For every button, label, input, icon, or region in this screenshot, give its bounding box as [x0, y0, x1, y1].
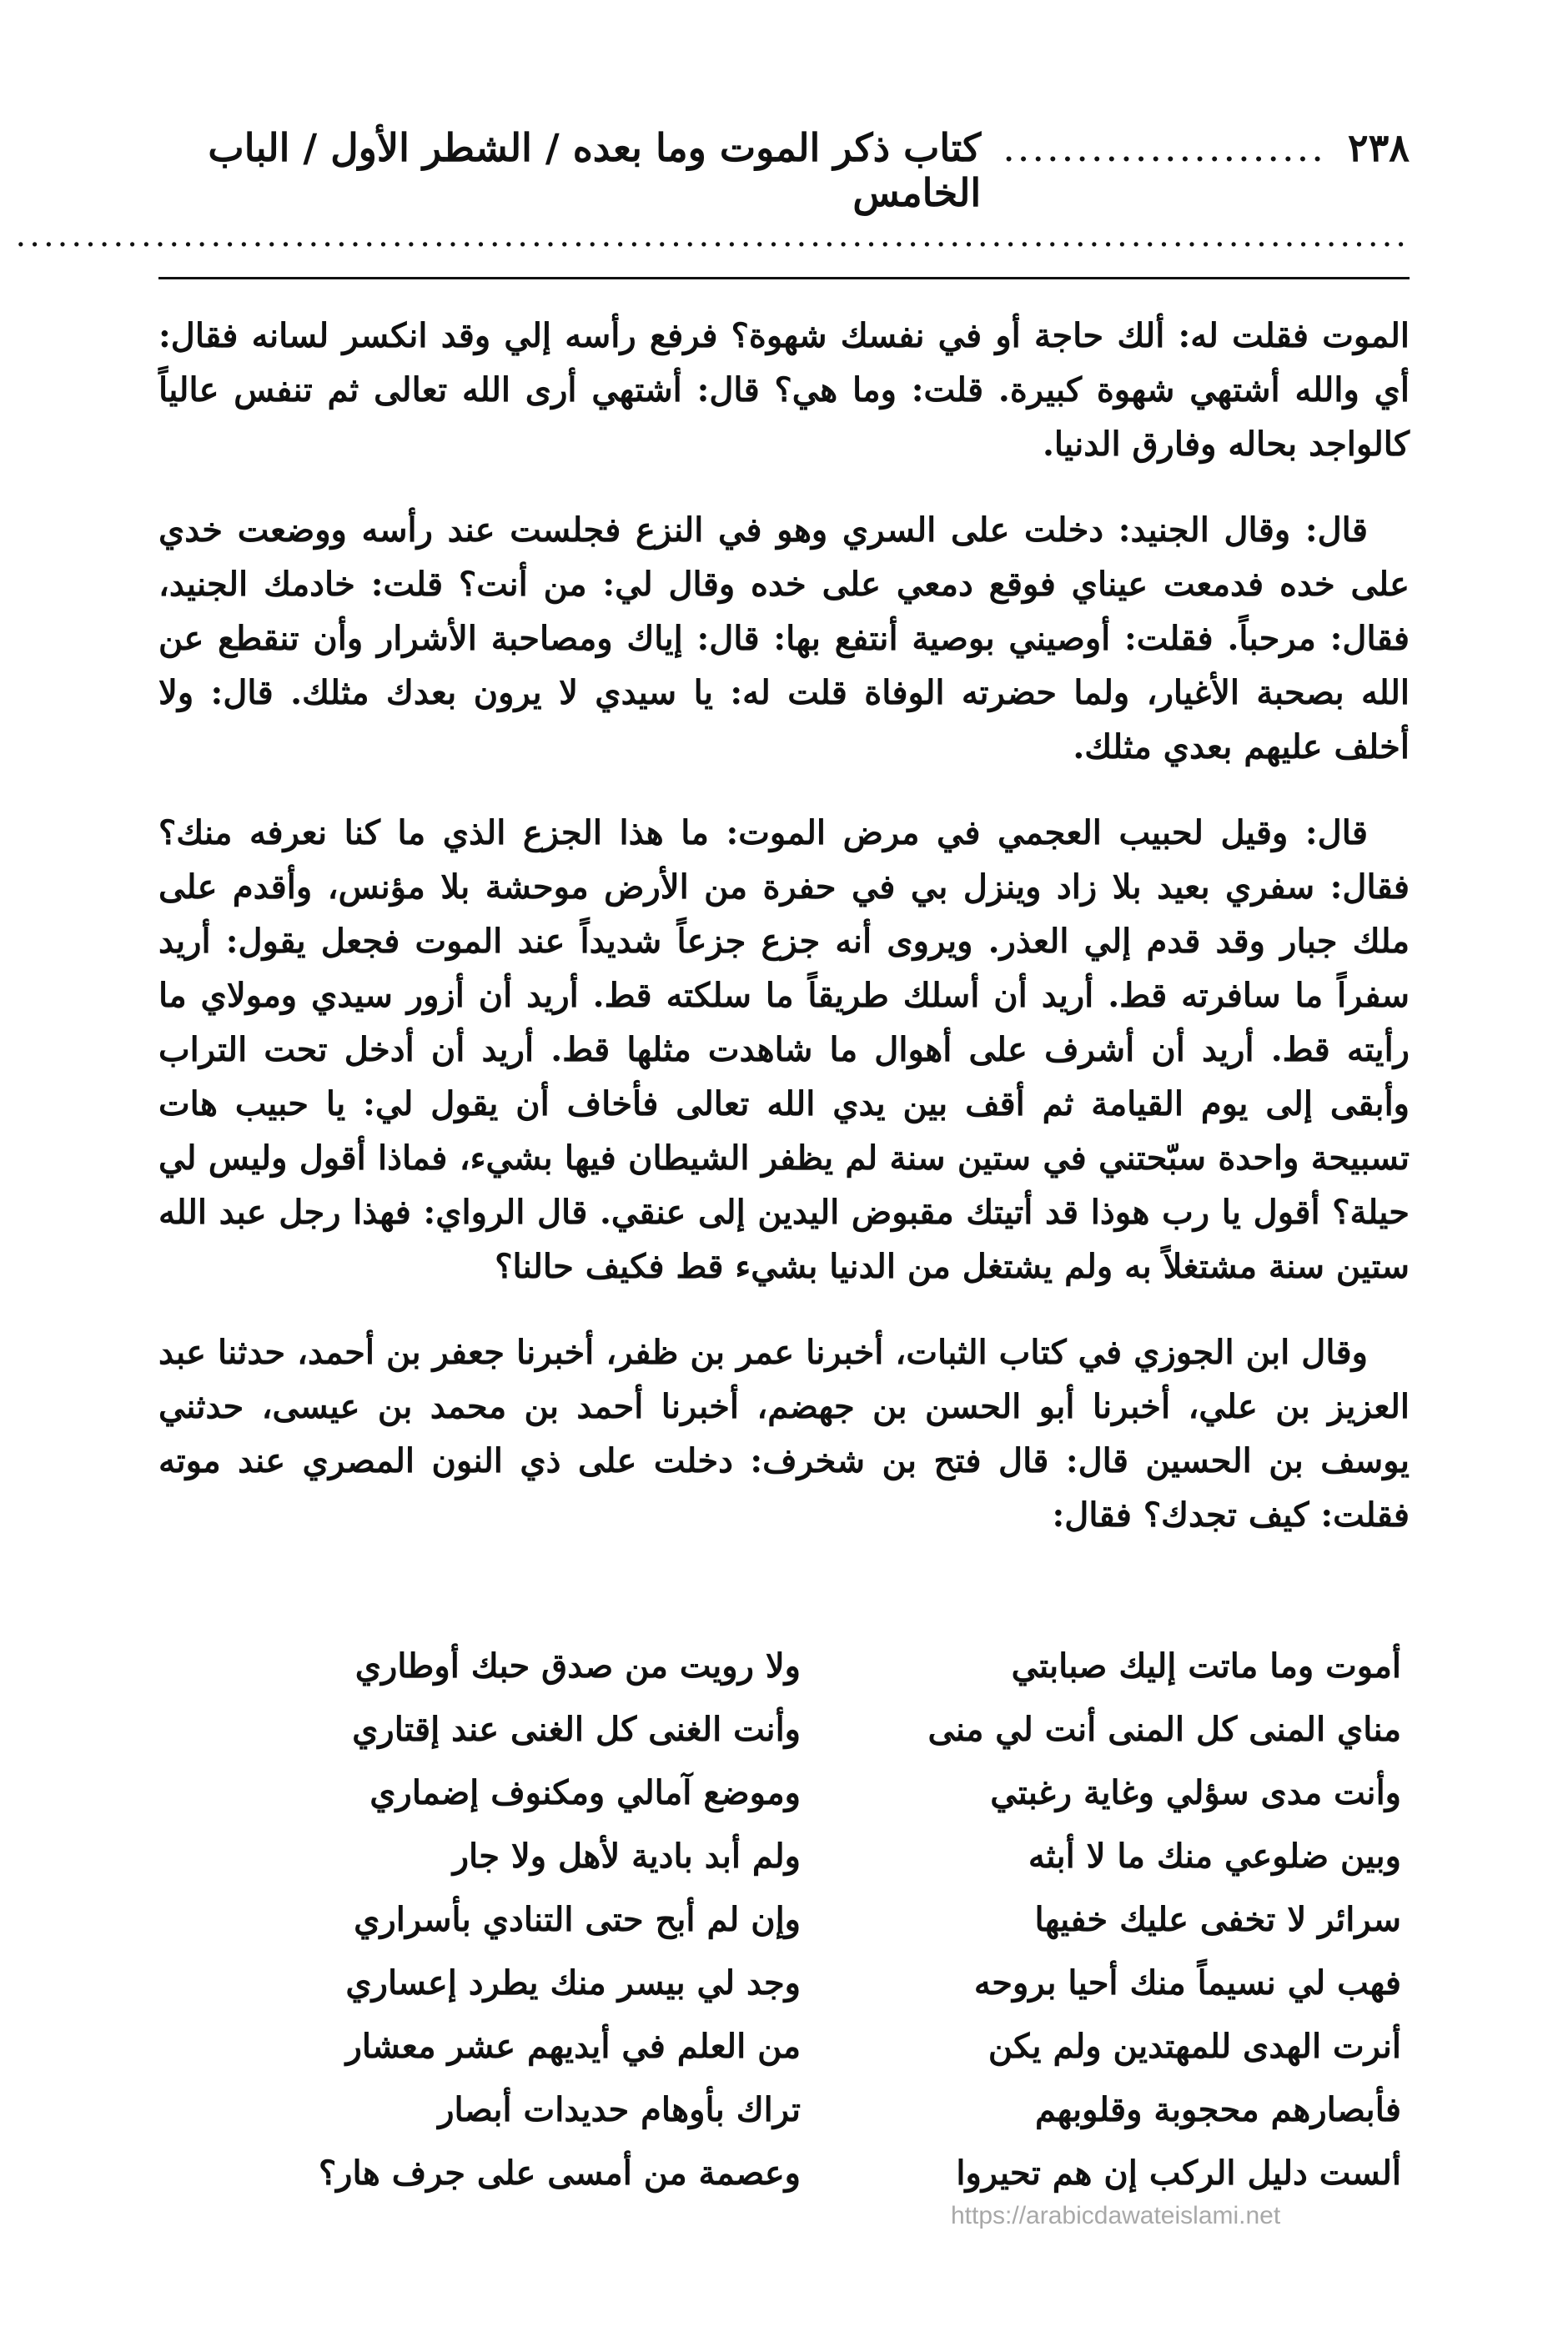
poem	[158, 1635, 1410, 2205]
poem-verse	[158, 1952, 1410, 2015]
watermark-url: https://arabicdawateislami.net	[951, 2202, 1281, 2229]
verse-first-hemistich: مناي المنى كل المنى أنت لي منى	[927, 1710, 1401, 1749]
paragraph: وقال ابن الجوزي في كتاب الثبات، أخبرنا عمر بن ظفر، أخبرنا جعفر بن أحمد، حدثنا عبد العزيز بن علي، أخبرنا أبو الحسن بن جهضم، أخبرنا أحمد بن محمد بن عيسى، حدثني يوسف بن الحسين قال: قال فتح بن شخرف: دخلت على ذي النون المصري عند موته فقلت: كيف تجدك؟ فقال:	[158, 1333, 1410, 1535]
header-rule	[158, 277, 1410, 279]
verse-second-hemistich: وجد لي بيسر منك يطرد إعساري	[345, 1963, 801, 2003]
paragraph: الموت فقلت له: ألك حاجة أو في نفسك شهوة؟ فرفع رأسه إلي وقد انكسر لسانه فقال: أي والله أشتهي شهوة كبيرة. قلت: وما هي؟ قال: أشتهي أرى الله تعالى ثم تنفس عالياً كالواجد بحاله وفارق الدنيا.	[158, 316, 1410, 464]
poem-verse	[158, 2142, 1410, 2205]
main-text	[158, 309, 1410, 1574]
verse-first-hemistich: وبين ضلوعي منك ما لا أبثه	[1028, 1837, 1401, 1876]
verse-second-hemistich: ولا رويت من صدق حبك أوطاري	[354, 1646, 801, 1686]
page-number: ٢٣٨	[1347, 125, 1410, 170]
verse-first-hemistich: أنرت الهدى للمهتدين ولم يكن	[988, 2027, 1401, 2066]
running-header	[158, 125, 1410, 215]
paragraph: قال: وقيل لحبيب العجمي في مرض الموت: ما هذا الجزع الذي ما كنا نعرفه منك؟ فقال: سفري بعيد بلا زاد وينزل بي في حفرة من الأرض موحشة بلا مؤنس، وأقدم على ملك جبار وقد قدم إلي العذر. ويروى أنه جزع جزعاً شديداً عند الموت فجعل يقول: أريد سفراً ما سافرته قط. أريد أن أسلك طريقاً ما سلكته قط. أريد أن أزور سيدي ومولاي ما رأيته قط. أريد أن أشرف على أهوال ما شاهدت مثلها قط. أريد أن أدخل تحت التراب وأبقى إلى يوم القيامة ثم أقف بين يدي الله تعالى فأخاف أن يقول لي: يا حبيب هات تسبيحة واحدة سبّحتني في ستين سنة لم يظفر الشيطان فيها بشيء، فماذا أقول وليس لي حيلة؟ أقول يا رب هوذا قد أتيتك مقبوض اليدين إلى عنقي. قال الرواي: فهذا رجل عبد الله ستين سنة مشتغلاً به ولم يشتغل من الدنيا بشيء قط فكيف حالنا؟	[158, 813, 1410, 1286]
poem-verse	[158, 1635, 1410, 1698]
verse-second-hemistich: ولم أبد بادية لأهل ولا جار	[452, 1837, 801, 1876]
separator-dots: ....................................................................................................	[15, 216, 1410, 254]
verse-first-hemistich: فأبصارهم محجوبة وقلوبهم	[1034, 2090, 1401, 2129]
verse-first-hemistich: ألست دليل الركب إن هم تحيروا	[956, 2154, 1401, 2193]
header-dots: ......................	[1003, 125, 1326, 170]
poem-verse	[158, 1825, 1410, 1888]
poem-verse	[158, 1698, 1410, 1762]
poem-verse	[158, 1762, 1410, 1825]
verse-first-hemistich: وأنت مدى سؤلي وغاية رغبتي	[990, 1773, 1401, 1812]
poem-verse	[158, 1888, 1410, 1952]
verse-first-hemistich: سرائر لا تخفى عليك خفيها	[1034, 1900, 1401, 1939]
verse-first-hemistich: فهب لي نسيماً منك أحيا بروحه	[973, 1963, 1401, 2003]
poem-verse	[158, 2078, 1410, 2142]
verse-second-hemistich: تراك بأوهام حديدات أبصار	[438, 2090, 801, 2129]
paragraph: قال: وقال الجنيد: دخلت على السري وهو في النزع فجلست عند رأسه ووضعت خدي على خده فدمعت عيناي فوقع دمعي على خده وقال لي: من أنت؟ قلت: خادمك الجنيد، فقال: مرحباً. فقلت: أوصيني بوصية أنتفع بها: قال: إياك ومصاحبة الأشرار وأن تنقطع عن الله بصحبة الأغيار، ولما حضرته الوفاة قلت له: يا سيدي لا يرون بعدك مثلك. قال: ولا أخلف عليهم بعدي مثلك.	[158, 510, 1410, 766]
verse-second-hemistich: وموضع آمالي ومكنوف إضماري	[369, 1773, 801, 1812]
verse-second-hemistich: وأنت الغنى كل الغنى عند إقتاري	[352, 1710, 801, 1749]
verse-second-hemistich: من العلم في أيديهم عشر معشار	[345, 2027, 801, 2066]
poem-verse	[158, 2015, 1410, 2078]
verse-first-hemistich: أموت وما ماتت إليك صبابتي	[1011, 1646, 1401, 1686]
verse-second-hemistich: وعصمة من أمسى على جرف هار؟	[318, 2154, 801, 2193]
header-title: كتاب ذكر الموت وما بعده / الشطر الأول / الباب الخامس	[208, 125, 982, 215]
verse-second-hemistich: وإن لم أبح حتى التنادي بأسراري	[354, 1900, 801, 1939]
